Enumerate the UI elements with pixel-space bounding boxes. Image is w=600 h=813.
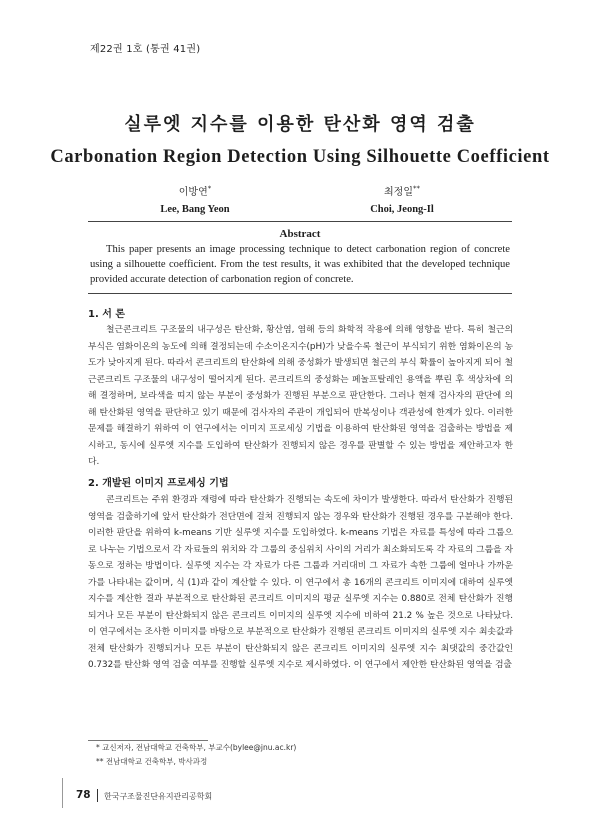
author-2-mark: ** bbox=[412, 184, 420, 193]
footnote-rule bbox=[88, 740, 208, 741]
section-1-body: 철근콘크리트 구조물의 내구성은 탄산화, 황산염, 염해 등의 화학적 작용에 의해 영향을 받다. 특히 철근의 부식은 염화이온의 농도에 의해 결정되는데 수소이온지수(pH)가 낮을수록 철근이 부식되기 위한 염화이온의 농도가 낮아지게 된다. 따라서 콘크리트의 탄산화에 의해 중성화가 발생되면 철근의 부식 확률이 높아지게 되어 철근콘크리트 구조물의 내구성이 떨어지게 된다. 콘크리트의 중성화는 페놀프탈레인 용액을 뿌린 후 색상차에 의해 결정하며, 보라색을 띠지 않는 부분이 중성화가 진행된 부분으로 판단한다. 그러나 현재 검사자의 판단에 의해 탄산화된 영역을 판단하고 있기 때문에 검사자의 주관이 개입되어 반복성이나 객관성에 한계가 있다. 이러한 문제를 해결하기 위하여 이 연구에서는 이미지 프로세싱 기법을 이용하여 탄산화된 영역을 검출하는 방법을 제시하고, 동시에 실루엣 지수를 도입하여 탄산화가 진행되지 않은 경우를 판별할 수 있는 방법을 제안하고자 한다. bbox=[88, 325, 513, 467]
author-2 bbox=[292, 183, 512, 215]
footer-margin-rule bbox=[62, 778, 63, 808]
section-2-heading: 2. 개발된 이미지 프로세싱 기법 bbox=[88, 478, 229, 489]
footnote-2: ** 전남대학교 건축학부, 박사과정 bbox=[96, 757, 208, 766]
author-1 bbox=[85, 183, 305, 215]
abstract-text: This paper presents an image processing technique to detect carbonation region of concrete using a silhouette coefficient. From the test results, it was exhibited that the developed technique provided accurate detection of carbonation region of concrete. bbox=[90, 244, 510, 285]
footer-separator bbox=[97, 789, 98, 802]
section-1-heading: 1. 서 론 bbox=[88, 309, 126, 320]
abstract-heading: Abstract bbox=[279, 228, 321, 240]
abstract-bottom-rule bbox=[88, 293, 512, 294]
author-2-name-en: Choi, Jeong-Il bbox=[370, 204, 434, 215]
title-english: Carbonation Region Detection Using Silhouette Coefficient bbox=[50, 147, 550, 167]
journal-name: 한국구조물진단유지관리공학회 bbox=[104, 792, 213, 801]
author-2-name-ko: 최정일 bbox=[384, 187, 413, 198]
issue-info: 제22권 1호 (통권 41권) bbox=[90, 44, 201, 55]
page-number: 78 bbox=[76, 789, 91, 801]
section-2-body: 콘크리트는 주위 환경과 재령에 따라 탄산화가 진행되는 속도에 차이가 발생한다. 따라서 탄산화가 진행된 영역을 검출하기에 앞서 탄산화가 전단면에 걸쳐 진행되지 않는 경우와 탄산화가 진행된 경우를 구분해야 한다. 이러한 판단을 위하여 k-means 기반 실루엣 지수를 도입하였다. k-means 기법은 자료를 특성에 따라 그룹으로 나누는 기법으로서 각 자료들의 위치와 각 그룹의 중심위치 사이의 거리가 최소화되도록 각 자료의 그룹을 자동으로 정하는 방법이다. 실루엣 지수는 각 자료가 다른 그룹과 거리대비 그 자료가 속한 그룹에 얼마나 가까운가를 나타내는 값이며, 식 (1)과 같이 계산할 수 있다. 이 연구에서 총 16개의 콘크리트 이미지에 대하여 실루엣 지수를 계산한 결과 부분적으로 탄산화된 콘크리트 이미지의 평균 실루엣 지수는 0.880로 전체 탄산화가 진행되거나 모든 부분이 탄산화되지 않은 콘크리트 이미지의 실루엣 지수에 비하여 21.2 % 높은 것으로 나타났다. 이 연구에서는 조사한 이미지를 바탕으로 부분적으로 탄산화가 진행된 콘크리트 이미지의 실루엣 지수 최솟값과 전체 탄산화가 진행되거나 모든 부분이 탄산화되지 않은 콘크리트 이미지의 실루엣 지수 최댓값의 중간값인 0.732를 탄산화 영역 검출 여부를 진행할 실루엣 지수로 제시하였다. 이 연구에서 제안한 탄산화된 영역을 검출 bbox=[88, 495, 513, 670]
author-1-name-en: Lee, Bang Yeon bbox=[160, 204, 230, 215]
footnote-1: * 교신저자, 전남대학교 건축학부, 부교수(bylee@jnu.ac.kr) bbox=[96, 743, 297, 752]
author-1-mark: * bbox=[207, 184, 212, 193]
title-korean: 실루엣 지수를 이용한 탄산화 영역 검출 bbox=[124, 114, 476, 135]
author-1-name-ko: 이방연 bbox=[178, 187, 208, 198]
abstract-top-rule bbox=[88, 221, 512, 222]
